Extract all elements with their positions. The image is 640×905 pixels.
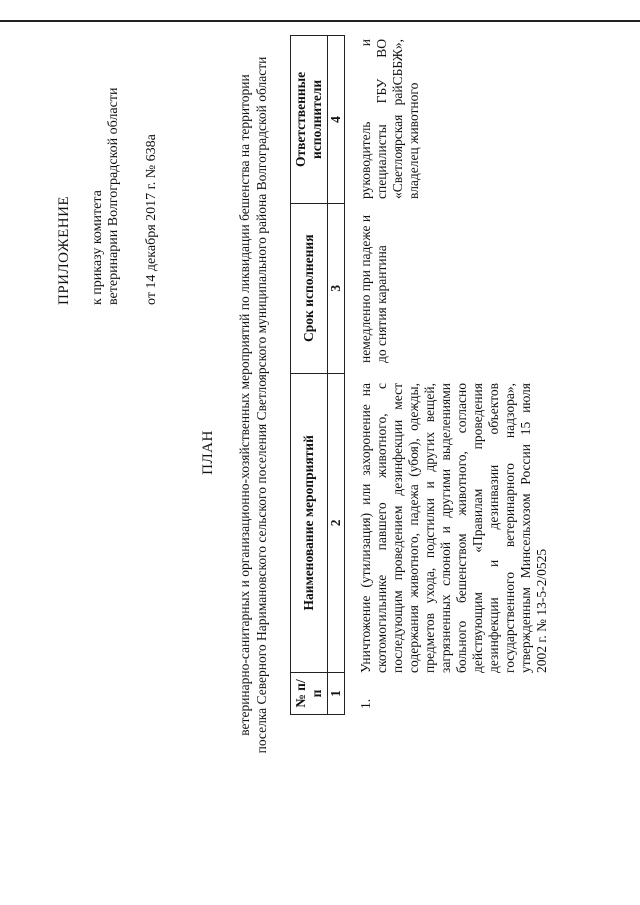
header-executors: Ответственные исполнители	[291, 36, 328, 204]
table-header-row	[291, 36, 328, 715]
table-row	[358, 35, 550, 715]
appendix-block	[56, 88, 160, 305]
header-number: № п/п	[291, 673, 328, 715]
appendix-title: ПРИЛОЖЕНИЕ	[56, 195, 72, 305]
row-activity: Уничтожение (утилизация) или захоронение на скотомогильнике павшего животного, с последующим проведением дезинфекции мест содержания животного, падежа (убоя), одежды, предметов ухода, подстилки и других вещей, загрязненных слюной и другими выделениями больного бешенством животного, согласно действующим «Правилам проведения дезинфекции и дезинвазии объектов государственного ветеринарного надзора», утвержденным Минсельхозом России 15 июля 2002 г. № 13-5-2/0525	[358, 383, 549, 673]
header-activities: Наименование мероприятий	[291, 373, 328, 672]
column-number-4: 4	[328, 36, 345, 204]
row-number: 1.	[358, 698, 373, 709]
table-column-numbers	[328, 36, 345, 715]
header-term: Срок исполнения	[291, 203, 328, 373]
column-number-3: 3	[328, 203, 345, 373]
plan-table	[290, 35, 345, 715]
page-bottom-rule	[0, 20, 640, 22]
appendix-line-2: ветеринарии Волгоградской области	[106, 87, 121, 305]
row-executors: руководитель и специалисты ГБУ ВО «Светлоярская райСББЖ», владелец животного	[358, 39, 421, 199]
column-number-2: 2	[328, 373, 345, 672]
table-body	[358, 35, 550, 715]
appendix-line-1: к приказу комитета	[90, 190, 105, 305]
plan-title: ПЛАН	[200, 430, 216, 475]
row-term: немедленно при падеже и до снятия карантина	[358, 214, 389, 363]
appendix-date: от 14 декабря 2017 г. № 638а	[144, 134, 159, 305]
plan-subtitle: ветеринарно-санитарных и организационно-хозяйственных мероприятий по ликвидации бешенства на территории поселка Северного Наримановского сельского поселения Светлоярского муниципального района Волгоградской области	[237, 56, 269, 754]
column-number-1: 1	[328, 673, 345, 715]
